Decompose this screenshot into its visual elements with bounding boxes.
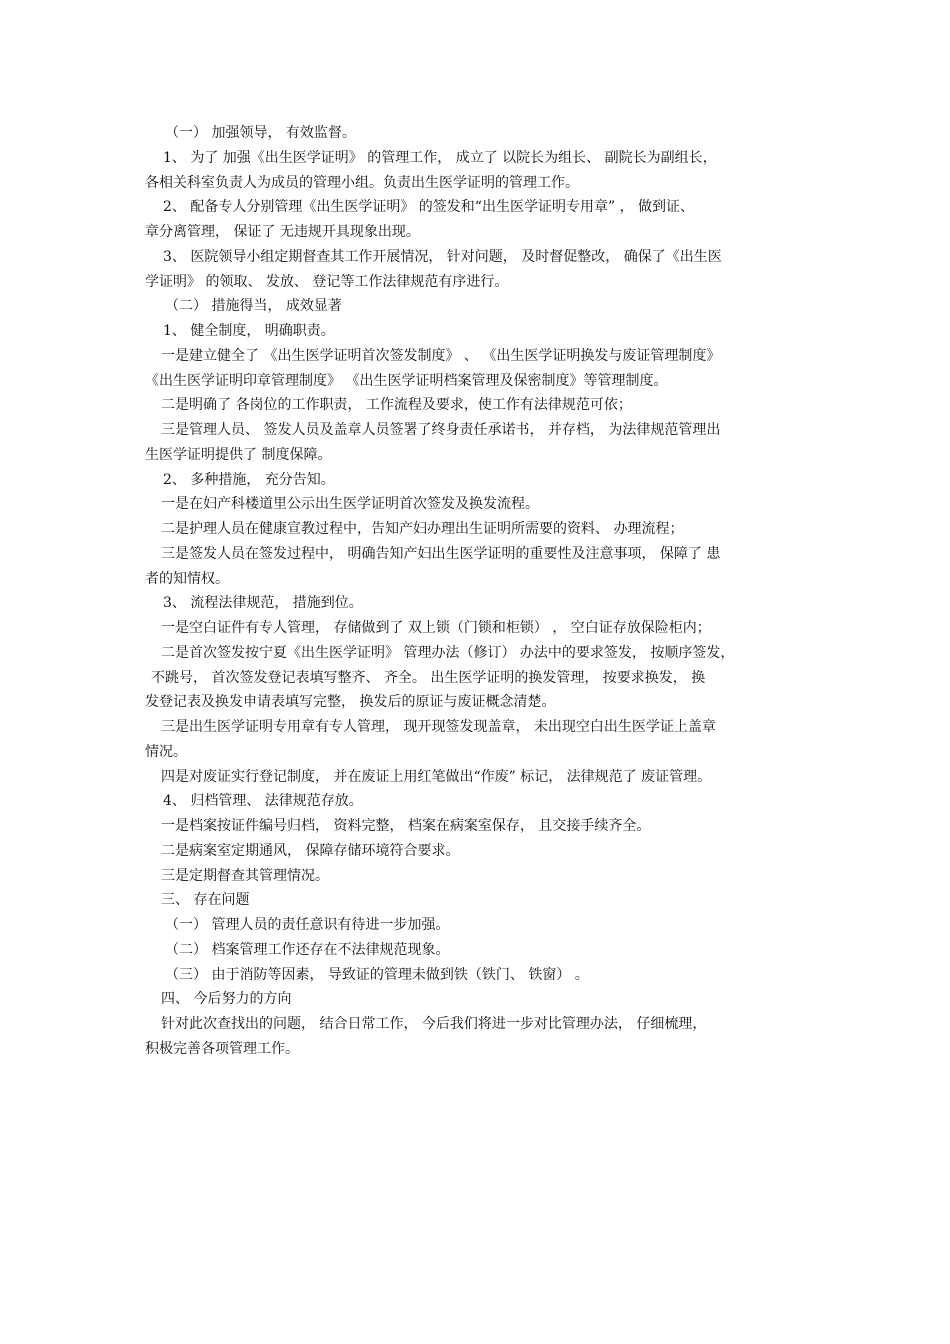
paragraph-line: 二是病案室定期通风， 保障存储环境符合要求。 bbox=[161, 842, 460, 859]
paragraph-line: 学证明》 的领取、 发放、 登记等工作法律规范有序进行。 bbox=[145, 273, 509, 290]
paragraph-line: 一是在妇产科楼道里公示出生医学证明首次签发及换发流程。 bbox=[161, 496, 539, 513]
paragraph-line: 三是签发人员在签发过程中， 明确告知产妇出生医学证明的重要性及注意事项， 保障了 患 bbox=[161, 545, 721, 562]
paragraph-line: 四是对废证实行登记制度， 并在废证上用红笔做出“作废” 标记， 法律规范了 废证管理。 bbox=[161, 768, 712, 785]
paragraph-line: 积极完善各项管理工作。 bbox=[145, 1040, 299, 1057]
paragraph-line: 3、 医院领导小组定期督查其工作开展情况， 针对问题， 及时督促整改， 确保了《出生医 bbox=[163, 248, 722, 265]
paragraph-line: 各相关科室负责人为成员的管理小组。负责出生医学证明的管理工作。 bbox=[145, 174, 579, 191]
paragraph-line: 《出生医学证明印章管理制度》 《出生医学证明档案管理及保密制度》等管理制度。 bbox=[145, 372, 668, 389]
list-item: （三） 由于消防等因素， 导致证的管理未做到铁（铁门、 铁窗） 。 bbox=[165, 966, 589, 983]
subheading-line: 2、 多种措施， 充分告知。 bbox=[163, 471, 335, 488]
paragraph-line: 发登记表及换发申请表填写完整， 换发后的原证与废证概念清楚。 bbox=[145, 694, 556, 711]
heading-line: （一） 加强领导， 有效监督。 bbox=[165, 125, 356, 141]
paragraph-line: 2、 配备专人分别管理《出生医学证明》 的签发和“出生医学证明专用章” ， 做到证、 bbox=[163, 199, 695, 216]
paragraph-line: 章分离管理， 保证了 无违规开具现象出现。 bbox=[145, 224, 420, 240]
paragraph-line: 二是首次签发按宁夏《出生医学证明》 管理办法（修订） 办法中的要求签发， 按顺序签发， bbox=[161, 644, 735, 661]
paragraph-line: 三是出生医学证明专用章有专人管理， 现开现签发现盖章， 未出现空白出生医学证上盖章 bbox=[161, 719, 716, 735]
list-item: （一） 管理人员的责任意识有待进一步加强。 bbox=[165, 917, 450, 933]
paragraph-line: 三是管理人员、 签发人员及盖章人员签署了终身责任承诺书， 并存档， 为法律规范管理出 bbox=[161, 422, 721, 438]
heading-line: （二） 措施得当， 成效显著 bbox=[165, 298, 342, 315]
document-body bbox=[145, 121, 820, 1062]
subheading-line: 4、 归档管理、 法律规范存放。 bbox=[163, 793, 363, 810]
paragraph-line: 1、 为了 加强《出生医学证明》 的管理工作， 成立了 以院长为组长、 副院长为副组长， bbox=[163, 149, 717, 166]
subheading-line: 3、 流程法律规范， 措施到位。 bbox=[163, 595, 363, 612]
paragraph-line: 一是空白证件有专人管理， 存储做到了 双上锁（门锁和柜锁） ， 空白证存放保险柜内； bbox=[161, 620, 711, 636]
list-item: （二） 档案管理工作还存在不法律规范现象。 bbox=[165, 941, 450, 958]
paragraph-line: 二是护理人员在健康宣教过程中，告知产妇办理出生证明所需要的资料、 办理流程； bbox=[161, 521, 684, 537]
subheading-line: 1、 健全制度， 明确职责。 bbox=[163, 323, 335, 339]
paragraph-line: 三是定期督查其管理情况。 bbox=[161, 867, 329, 884]
paragraph-line: 针对此次查找出的问题， 结合日常工作， 今后我们将进一步对比管理办法， 仔细梳理， bbox=[161, 1016, 707, 1032]
paragraph-line: 情况。 bbox=[145, 743, 187, 760]
paragraph-line: 一是档案按证件编号归档， 资料完整， 档案在病案室保存， 且交接手续齐全。 bbox=[161, 818, 651, 834]
paragraph-line: 生医学证明提供了 制度保障。 bbox=[145, 446, 332, 463]
paragraph-line: 二是明确了 各岗位的工作职责， 工作流程及要求，使工作有法律规范可依； bbox=[161, 397, 632, 414]
heading-line: 三、 存在问题 bbox=[161, 892, 250, 909]
paragraph-line: 不跳号， 首次签发登记表填写整齐、 齐全。 出生医学证明的换发管理， 按要求换发， 换 bbox=[151, 669, 706, 686]
paragraph-line: 一是建立健全了 《出生医学证明首次签发制度》 、 《出生医学证明换发与废证管理制度》 bbox=[161, 347, 721, 364]
heading-line: 四、 今后努力的方向 bbox=[161, 991, 292, 1008]
paragraph-line: 者的知情权。 bbox=[145, 570, 229, 587]
